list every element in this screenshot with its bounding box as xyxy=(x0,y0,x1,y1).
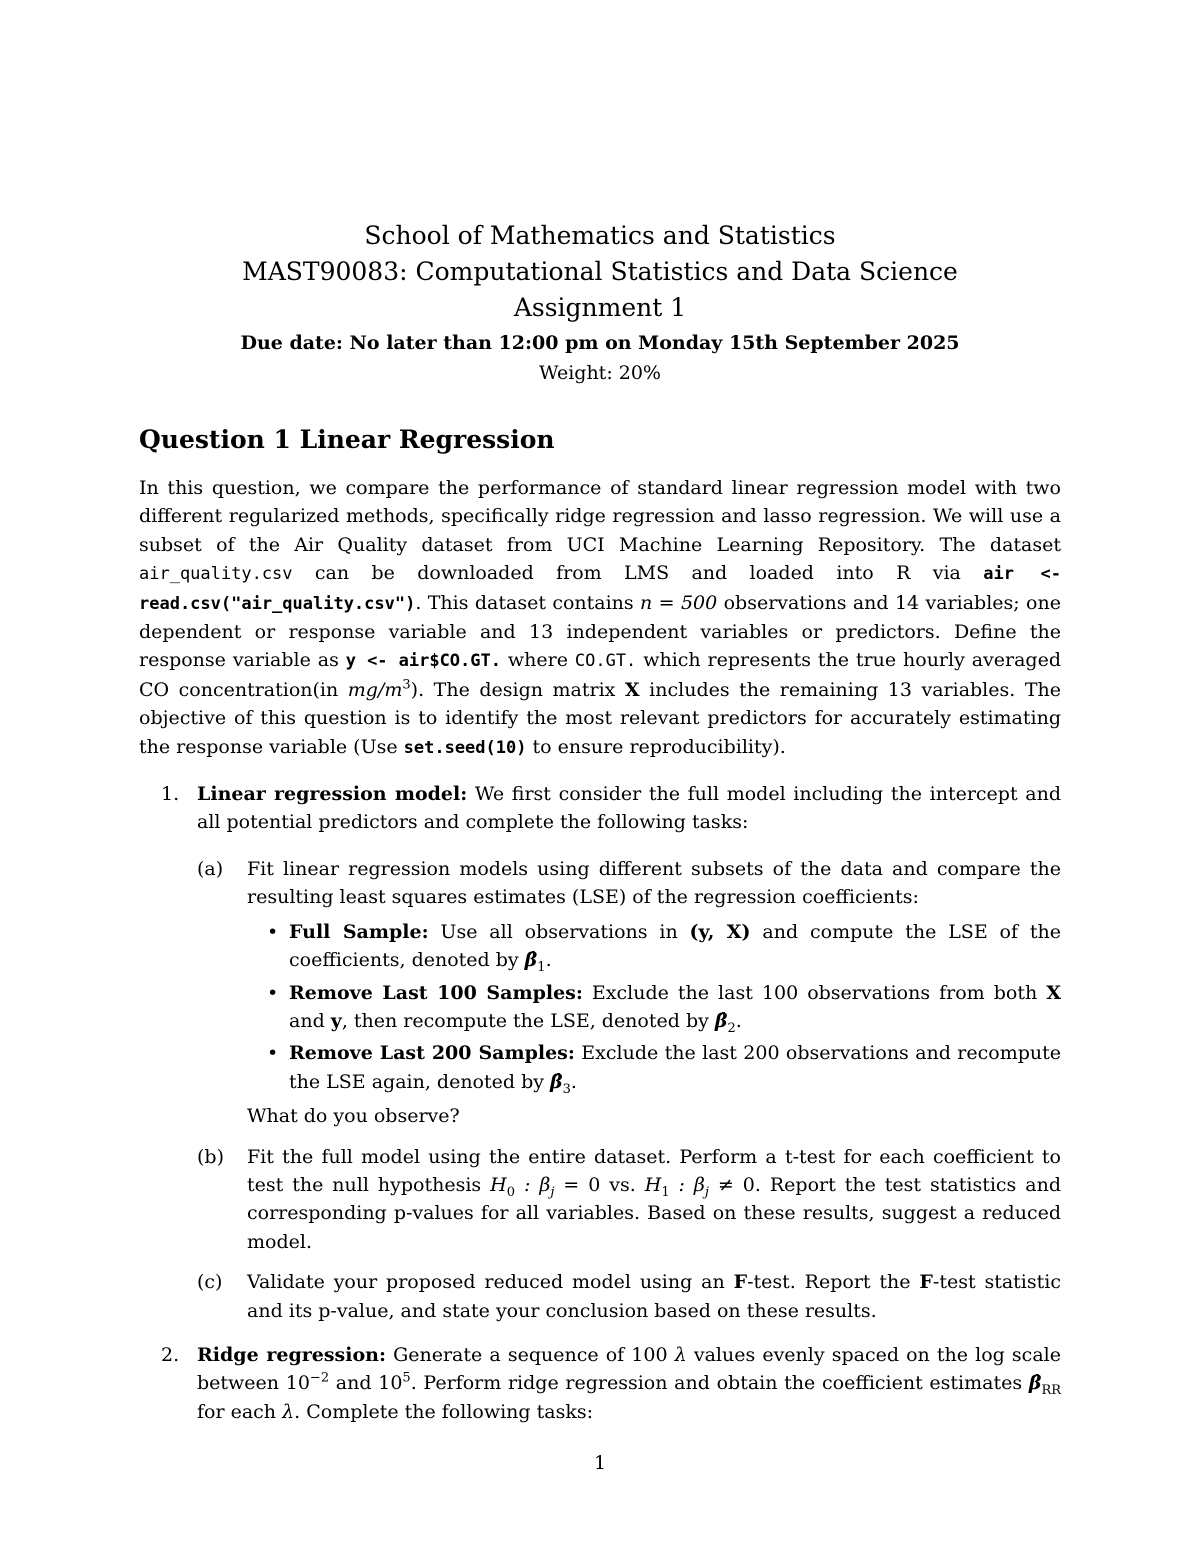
page-number: 1 xyxy=(593,1452,607,1474)
due-date: Due date: No later than 12:00 pm on Monday 15th September 2025 xyxy=(240,332,960,354)
assignment-title: Assignment 1 xyxy=(513,293,687,322)
subtask-c: (c) Validate your proposed reduced model using an F-test. Report the F-test statistic and its p-value, and state your conclusion based on these results. xyxy=(197,1271,1061,1322)
code-response: y <- air$CO.GT. xyxy=(345,651,501,672)
code-seed: set.seed(10) xyxy=(403,737,527,758)
task-1-subtasks xyxy=(197,855,1061,1325)
question-intro: In this question, we compare the performance of standard linear regression model with two different regularized methods, specifically ridge regression and lasso regression. We will use a subset of the Air Quality dataset from UCI Machine Learning Repository. The dataset air_quality.csv can be downloaded from LMS and loaded into R via air <- read.csv("air_quality.csv"). This dataset contains n = 500 observations and 14 variables; one dependent or response variable and 13 independent variables or predictors. Define the response variable as y <- air$CO.GT. where CO.GT. which represents the true hourly averaged CO concentration(in $mg/m^3$). The design matrix X includes the remaining 13 variables. The objective of this question is to identify the most relevant predictors for accurately estimating the response variable (Use set.seed(10) to ensure reproducibility). xyxy=(139,477,1062,758)
question-title: Question 1 Linear Regression xyxy=(139,425,555,454)
task-2-label: Ridge regression: xyxy=(197,1343,386,1366)
title-block xyxy=(0,218,1200,388)
school-name: School of Mathematics and Statistics xyxy=(364,221,836,250)
course-title: MAST90083: Computational Statistics and Data Science xyxy=(242,257,958,286)
bullet-full-sample: • Full Sample: Use all observations in (y, X) and compute the LSE of the coefficients, denoted by $\betâ_1$. xyxy=(267,920,1061,975)
subtask-b: (b) Fit the full model using the entire dataset. Perform a t-test for each coefficient to test the null hypothesis $H_0$ : $\beta_j = 0$ vs. $H_1$ : $\beta_j \ne 0$. Report the test statistics and corresponding p-values for all variables. Based on these results, suggest a reduced model. xyxy=(197,1145,1061,1253)
math-unit: mg/m xyxy=(347,678,403,701)
task-2: 2. Ridge regression: Generate a sequence of 100 λ values evenly spaced on the log scale between $10^{-2}$ and $10^5$. Perform ridge regression and obtain the coefficient estimates $\betâ_{RR}$ for each λ. Complete the following tasks: xyxy=(161,1343,1062,1423)
bullet-remove-200: • Remove Last 200 Samples: Exclude the last 200 observations and recompute the LSE again, denoted by $\betâ_3$. xyxy=(267,1042,1062,1097)
math-n: n = 500 xyxy=(640,591,718,614)
task-1-label: Linear regression model: xyxy=(197,783,468,806)
observe-prompt: What do you observe? xyxy=(247,1105,460,1128)
question-content xyxy=(139,422,1061,1442)
bullet-list xyxy=(247,918,1061,1096)
bullet-remove-100: • Remove Last 100 Samples: Exclude the last 100 observations from both X and y, then recompute the LSE, denoted by $\betâ_2$. xyxy=(267,981,1061,1036)
task-1: 1. Linear regression model: We first consider the full model including the intercept and all potential predictors and complete the following tasks: (a) Fit linear regression models using different subsets of the data and compare the resulting least squares estimates (LSE) of the regression coefficients: • Full Sample: Use all observations in (y, X) and compute the LSE of the coefficients, denoted by $\betâ_1$. • Remove Last 100 Samples: Exclude the last 100 observations from both X and y, then recompute the LSE, denoted by $\betâ_2$. • Remove Last 200 Samples: Exclude the last 200 observations and recompute the LSE again, denoted by $\betâ_3$. What do you observe? (b) Fit the full model using the entire dataset. Perform a t-test for each coefficient to test the null hypothesis $H_0$ : $\beta_j = 0$ vs. $H_1$ : $\beta_j \ne 0$. Report the test statistics and corresponding p-values for all variables. Based on these results, suggest a reduced model. (c) Validate your proposed reduced model using an F-test. Report the F-test statistic and its p-value, and state your conclusion based on these results. xyxy=(139,780,1061,1325)
math-design-matrix: X xyxy=(624,678,640,701)
code-filename: air_quality.csv xyxy=(139,564,293,585)
task-list xyxy=(139,780,1061,1426)
code-variable: CO.GT. xyxy=(574,651,637,672)
subtask-a: (a) Fit linear regression models using different subsets of the data and compare the resulting least squares estimates (LSE) of the regression coefficients: • Full Sample: Use all observations in (y, X) and compute the LSE of the coefficients, denoted by $\betâ_1$. • Remove Last 100 Samples: Exclude the last 100 observations from both X and y, then recompute the LSE, denoted by $\betâ_2$. • Remove Last 200 Samples: Exclude the last 200 observations and recompute the LSE again, denoted by $\betâ_3$. What do you observe? xyxy=(197,855,1061,1131)
code-read-csv: air <- read.csv("air_quality.csv") xyxy=(139,564,1061,614)
weight: Weight: 20% xyxy=(538,362,661,384)
